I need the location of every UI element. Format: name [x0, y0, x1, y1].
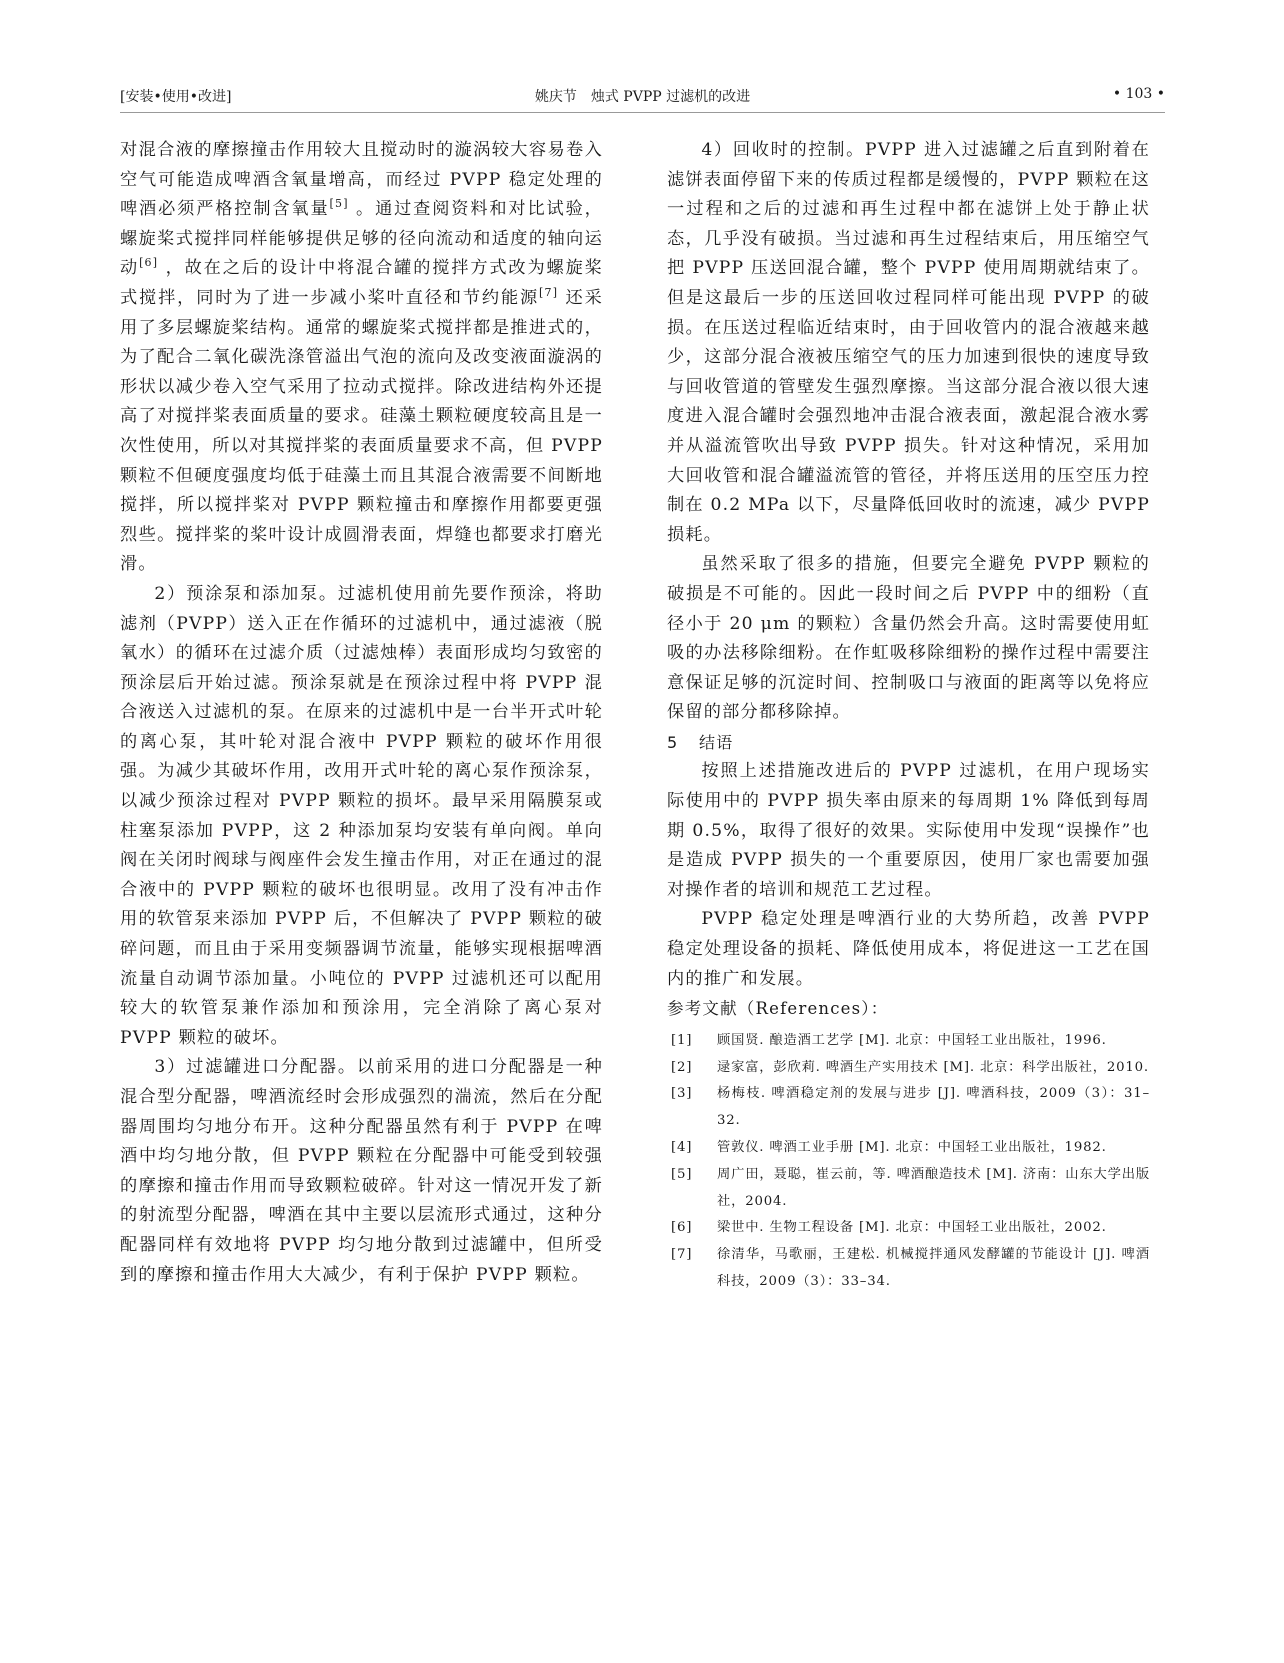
reference-number: [4]: [671, 1140, 693, 1155]
right-column: [667, 136, 1150, 1296]
page-number: • 103 •: [1112, 86, 1165, 102]
reference-number: [3]: [671, 1086, 693, 1102]
reference-number: [7]: [671, 1247, 693, 1263]
citation-6[interactable]: [6]: [139, 256, 159, 270]
reference-item: [667, 1162, 1150, 1216]
reference-number: [6]: [671, 1220, 693, 1236]
reference-text: 顾国贤. 酿造酒工艺学 [M]. 北京：中国轻工业出版社，1996.: [717, 1032, 1107, 1048]
paragraph-mixing: [120, 136, 603, 580]
running-header: [120, 86, 1165, 110]
header-article-title: 姚庆节 烛式 PVPP 过滤机的改进: [534, 89, 751, 105]
reference-text: 管敦仪. 啤酒工业手册 [M]. 北京：中国轻工业出版社，1982.: [717, 1140, 1107, 1155]
section-heading-conclusion: [667, 728, 1150, 758]
reference-list: [667, 1028, 1150, 1296]
reference-text: 徐清华，马歌丽，王建松. 机械搅拌通风发酵罐的节能设计 [J]. 啤酒科技，2009（3）：33–34.: [717, 1247, 1150, 1289]
reference-number: [1]: [671, 1032, 693, 1048]
reference-item: [667, 1028, 1150, 1055]
references-heading: 参考文献（References）：: [667, 999, 889, 1019]
reference-item: [667, 1215, 1150, 1242]
reference-item: [667, 1055, 1150, 1082]
reference-item: [667, 1135, 1150, 1162]
reference-text: 周广田，聂聪，崔云前，等. 啤酒酿造技术 [M]. 济南：山东大学出版社，2004.: [717, 1166, 1150, 1209]
header-rule: [120, 112, 1165, 113]
reference-item: [667, 1081, 1150, 1135]
text-run: ，故在之后的设计中将混合罐的搅拌方式改为螺旋桨式搅拌，同时为了进一步减小桨叶直径和节约能源: [120, 258, 604, 308]
reference-number: [5]: [671, 1166, 693, 1182]
text-run: 还采用了多层螺旋桨结构。通常的螺旋桨式搅拌都是推进式的，为了配合二氧化碳洗涤管溢出气泡的流向及改变液面漩涡的形状以减少卷入空气采用了拉动式搅拌。除改进结构外还提高了对搅拌桨表面质量的要求。硅藻土颗粒硬度较高且是一次性使用，所以对其搅拌桨的表面质量要求不高，但 PVPP 颗粒不但硬度强度均低于硅藻土而且其混合液需要不间断地搅拌，所以搅拌桨对 PVPP 颗粒撞击和摩擦作用都要更强烈些。搅拌桨的桨叶设计成圆滑表面，焊缝也都要求打磨光滑。: [120, 287, 603, 575]
paragraph-conclusion: 按照上述措施改进后的 PVPP 过滤机，在用户现场实际使用中的 PVPP 损失率由原来的每周期 1% 降低到每周期 0.5%，取得了很好的效果。实际使用中发现“误操作”也是造成 PVPP 损失的一个重要原因，使用厂家也需要加强对操作者的培训和规范工艺过程。: [667, 761, 1150, 900]
reference-text: 梁世中. 生物工程设备 [M]. 北京：中国轻工业出版社，2002.: [717, 1220, 1107, 1236]
header-section-label: [安装•使用•改进]: [120, 89, 232, 105]
paragraph-pumps: 2）预涂泵和添加泵。过滤机使用前先要作预涂，将助滤剂（PVPP）送入正在作循环的过滤机中，通过滤液（脱氧水）的循环在过滤介质（过滤烛棒）表面形成均匀致密的预涂层后开始过滤。预涂泵就是在预涂过程中将 PVPP 混合液送入过滤机的泵。在原来的过滤机中是一台半开式叶轮的离心泵，其叶轮对混合液中 PVPP 颗粒的破坏作用很强。为减少其破坏作用，改用开式叶轮的离心泵作预涂泵，以减少预涂过程对 PVPP 颗粒的损坏。最早采用隔膜泵或柱塞泵添加 PVPP，这 2 种添加泵均安装有单向阀。单向阀在关闭时阀球与阀座件会发生撞击作用，对正在通过的混合液中的 PVPP 颗粒的破坏也很明显。改用了没有冲击作用的软管泵来添加 PVPP 后，不但解决了 PVPP 颗粒的破碎问题，而且由于采用变频器调节流量，能够实现根据啤酒流量自动调节添加量。小吨位的 PVPP 过滤机还可以配用较大的软管泵兼作添加和预涂用，完全消除了离心泵对 PVPP 颗粒的破坏。: [120, 583, 603, 1048]
text-run: 对混合液的摩擦撞击作用较大且搅动时的漩涡较大容易卷入空气可能造成啤酒含氧量增高，而经过 PVPP 稳定处理的啤酒必须严格控制含氧量: [120, 140, 603, 220]
section-title: 结语: [699, 732, 734, 752]
paragraph-outlook: PVPP 稳定处理是啤酒行业的大势所趋，改善 PVPP 稳定处理设备的损耗、降低使用成本，将促进这一工艺在国内的推广和发展。: [667, 909, 1150, 989]
reference-number: [2]: [671, 1059, 693, 1075]
section-number: 5: [667, 732, 679, 752]
paragraph-fines: 虽然采取了很多的措施，但要完全避免 PVPP 颗粒的破损是不可能的。因此一段时间之后 PVPP 中的细粉（直径小于 20 μm 的颗粒）含量仍然会升高。这时需要使用虹吸的办法移除细粉。在作虹吸移除细粉的操作过程中需要注意保证足够的沉淀时间、控制吸口与液面的距离等以免将应保留的部分都移除掉。: [667, 554, 1150, 723]
paragraph-distributor: 3）过滤罐进口分配器。以前采用的进口分配器是一种混合型分配器，啤酒流经时会形成强烈的湍流，然后在分配器周围均匀地分布开。这种分配器虽然有利于 PVPP 在啤酒中均匀地分散，但 PVPP 颗粒在分配器中可能受到较强的摩擦和撞击作用而导致颗粒破碎。针对这一情况开发了新的射流型分配器，啤酒在其中主要以层流形式通过，这种分配器同样有效地将 PVPP 均匀地分散到过滤罐中，但所受到的摩擦和撞击作用大大减少，有利于保护 PVPP 颗粒。: [120, 1057, 603, 1285]
left-column: [120, 136, 603, 1290]
paragraph-recovery: 4）回收时的控制。PVPP 进入过滤罐之后直到附着在滤饼表面停留下来的传质过程都是缓慢的，PVPP 颗粒在这一过程和之后的过滤和再生过程中都在滤饼上处于静止状态，几乎没有破损。当过滤和再生过程结束后，用压缩空气把 PVPP 压送回混合罐，整个 PVPP 使用周期就结束了。但是这最后一步的压送回收过程同样可能出现 PVPP 的破损。在压送过程临近结束时，由于回收管内的混合液越来越少，这部分混合液被压缩空气的压力加速到很快的速度导致与回收管道的管壁发生强烈摩擦。当这部分混合液以很大速度进入混合罐时会强烈地冲击混合液表面，激起混合液水雾并从溢流管吹出导致 PVPP 损失。针对这种情况，采用加大回收管和混合罐溢流管的管径，并将压送用的压空压力控制在 0.2 MPa 以下，尽量降低回收时的流速，减少 PVPP 损耗。: [667, 140, 1150, 545]
citation-5[interactable]: [5]: [329, 197, 349, 211]
reference-text: 逯家富，彭欣莉. 啤酒生产实用技术 [M]. 北京：科学出版社，2010.: [717, 1059, 1149, 1075]
reference-item: [667, 1242, 1150, 1296]
reference-text: 杨梅枝. 啤酒稳定剂的发展与进步 [J]. 啤酒科技，2009（3）：31–32.: [717, 1086, 1150, 1129]
citation-7[interactable]: [7]: [539, 285, 559, 299]
text-run: 。通过查阅资料和对比试验，螺旋桨式搅拌同样能够提供足够的径向流动和适度的轴向运动: [120, 199, 604, 279]
